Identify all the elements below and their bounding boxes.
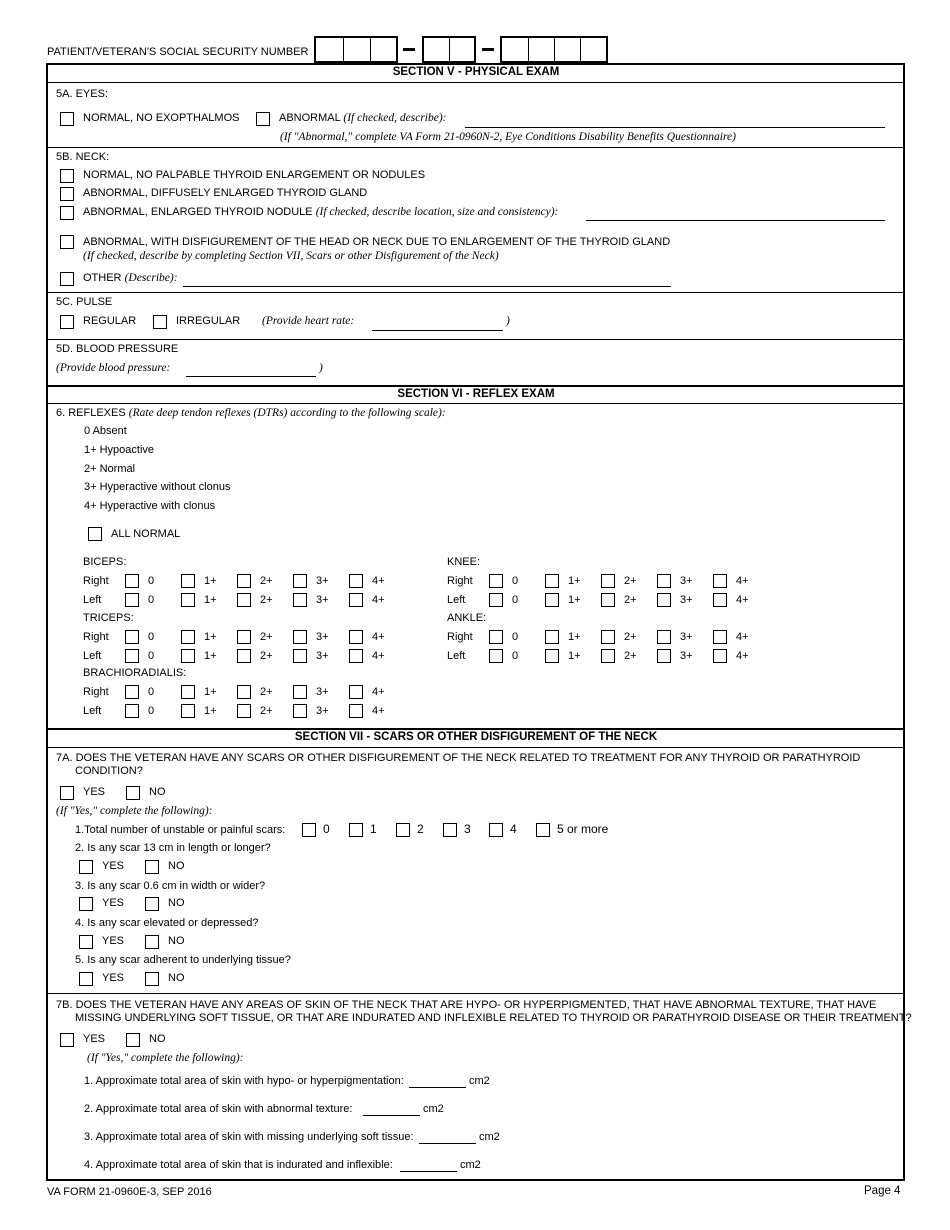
pulse-irregular-label: IRREGULAR (176, 315, 241, 327)
q7a-text-1: 7A. DOES THE VETERAN HAVE ANY SCARS OR OTHER DISFIGUREMENT OF THE NECK RELATED TO TREATMENT FOR ANY THYROID OR PARATHYROID (56, 752, 861, 764)
grade-label: 0 (148, 631, 155, 643)
ankle-left-grade-checkbox[interactable] (713, 649, 727, 663)
q7b-3-label: 3. Approximate total area of skin with missing underlying soft tissue: (84, 1131, 414, 1143)
neck-nodule-checkbox[interactable] (60, 206, 74, 220)
biceps-left-grade-checkbox[interactable] (293, 593, 307, 607)
q7a-3-no-label: NO (168, 897, 185, 909)
eyes-label: 5A. EYES: (56, 88, 108, 100)
neck-other-describe-line[interactable] (183, 286, 671, 287)
biceps-label: BICEPS: (83, 556, 127, 568)
grade-label: 0 (512, 631, 519, 643)
q7a-5-no-label: NO (168, 972, 185, 984)
knee-right-grade-checkbox[interactable] (545, 574, 559, 588)
form-id: VA FORM 21-0960E-3, SEP 2016 (47, 1186, 212, 1198)
grade-label: 4+ (372, 631, 385, 643)
grade-label: 4+ (372, 650, 385, 662)
triceps-left-grade-checkbox[interactable] (293, 649, 307, 663)
all-normal-checkbox[interactable] (88, 527, 102, 541)
neck-other-label: OTHER (Describe): (83, 272, 178, 284)
q7b-no-label: NO (149, 1033, 166, 1045)
ankle-left-grade-checkbox[interactable] (489, 649, 503, 663)
grade-label: 0 (148, 594, 155, 606)
grade-label: 2+ (260, 705, 273, 717)
grade-label: 4+ (372, 705, 385, 717)
q7a-text-2: CONDITION? (75, 765, 143, 777)
grade-label: 0 (148, 686, 155, 698)
q7a-5-no-checkbox[interactable] (145, 972, 159, 986)
ankle-right-grade-checkbox[interactable] (545, 630, 559, 644)
grade-label: 0 (512, 594, 519, 606)
q7b-2-label: 2. Approximate total area of skin with abnormal texture: (84, 1103, 353, 1115)
grade-label: 4+ (736, 650, 749, 662)
scar-count-label: 3 (464, 822, 471, 836)
grade-label: 3+ (680, 631, 693, 643)
grade-label: 3+ (316, 705, 329, 717)
triceps-left-grade-checkbox[interactable] (349, 649, 363, 663)
brachioradialis-right-grade-checkbox[interactable] (181, 685, 195, 699)
grade-label: 0 (148, 575, 155, 587)
scale-item: 4+ Hyperactive with clonus (84, 500, 216, 512)
triceps-left-grade-checkbox[interactable] (125, 649, 139, 663)
q7b-2-area-line[interactable] (363, 1115, 420, 1116)
grade-label: 3+ (680, 575, 693, 587)
grade-label: 4+ (372, 594, 385, 606)
q7a-no-checkbox[interactable] (126, 786, 140, 800)
section-vi-title: SECTION VI - REFLEX EXAM (397, 388, 555, 400)
neck-label: 5B. NECK: (56, 151, 110, 163)
ssn-label: PATIENT/VETERAN'S SOCIAL SECURITY NUMBER (47, 46, 309, 58)
scale-item: 1+ Hypoactive (84, 444, 155, 456)
ankle-left-grade-checkbox[interactable] (545, 649, 559, 663)
grade-label: 2+ (624, 575, 637, 587)
brachioradialis-left-grade-checkbox[interactable] (349, 704, 363, 718)
q7b-if-yes: (If "Yes," complete the following): (87, 1052, 244, 1064)
biceps-left-grade-checkbox[interactable] (125, 593, 139, 607)
neck-normal-label: NORMAL, NO PALPABLE THYROID ENLARGEMENT OR NODULES (83, 169, 426, 181)
biceps-right-grade-checkbox[interactable] (181, 574, 195, 588)
bp-close: ) (319, 362, 323, 374)
grade-label: 1+ (568, 650, 581, 662)
scar-count-label: 0 (323, 822, 330, 836)
ankle-right-grade-checkbox[interactable] (657, 630, 671, 644)
q7b-3-unit: cm2 (479, 1131, 500, 1143)
q7a-no-label: NO (149, 786, 166, 798)
q7a-3-yes-label: YES (102, 897, 125, 909)
pulse-regular-checkbox[interactable] (60, 315, 74, 329)
q7b-text-1: 7B. DOES THE VETERAN HAVE ANY AREAS OF SKIN OF THE NECK THAT ARE HYPO- OR HYPERPIGMENTED, THAT HAVE ABNORMAL TEXTURE, THAT HAVE (56, 999, 877, 1011)
q7a-4-no-checkbox[interactable] (145, 935, 159, 949)
ssn-dash (482, 48, 494, 51)
grade-label: 0 (512, 575, 519, 587)
q7a-5-label: 5. Is any scar adherent to underlying tissue? (75, 954, 291, 966)
q7a-yes-checkbox[interactable] (60, 786, 74, 800)
neck-nodule-label: ABNORMAL, ENLARGED THYROID NODULE (If checked, describe location, size and consistency): (83, 206, 559, 218)
grade-label: 2+ (624, 594, 637, 606)
biceps-right-grade-checkbox[interactable] (125, 574, 139, 588)
q7a-3-yes-checkbox[interactable] (79, 897, 93, 911)
grade-label: 3+ (316, 594, 329, 606)
biceps-left-grade-checkbox[interactable] (237, 593, 251, 607)
triceps-right-grade-checkbox[interactable] (181, 630, 195, 644)
grade-label: 1+ (204, 686, 217, 698)
knee-left-label: Left (447, 594, 466, 606)
pulse-rate-close: ) (506, 315, 510, 327)
knee-left-grade-checkbox[interactable] (489, 593, 503, 607)
knee-left-grade-checkbox[interactable] (657, 593, 671, 607)
grade-label: 3+ (316, 686, 329, 698)
scar-count-checkbox[interactable] (489, 823, 503, 837)
grade-label: 4+ (736, 575, 749, 587)
q7b-1-unit: cm2 (469, 1075, 490, 1087)
pulse-irregular-checkbox[interactable] (153, 315, 167, 329)
eyes-normal-checkbox[interactable] (60, 112, 74, 126)
neck-disfigurement-checkbox[interactable] (60, 235, 74, 249)
brachioradialis-left-grade-checkbox[interactable] (237, 704, 251, 718)
biceps-left-grade-checkbox[interactable] (349, 593, 363, 607)
biceps-right-grade-checkbox[interactable] (293, 574, 307, 588)
brachioradialis-left-grade-checkbox[interactable] (125, 704, 139, 718)
scale-item: 2+ Normal (84, 463, 136, 475)
triceps-right-grade-checkbox[interactable] (125, 630, 139, 644)
q7a-2-yes-label: YES (102, 860, 125, 872)
scar-count-checkbox[interactable] (396, 823, 410, 837)
triceps-left-grade-checkbox[interactable] (237, 649, 251, 663)
grade-label: 2+ (260, 575, 273, 587)
neck-nodule-describe-line[interactable] (586, 220, 885, 221)
scar-count-checkbox[interactable] (302, 823, 316, 837)
q7a-3-no-checkbox[interactable] (145, 897, 159, 911)
eyes-abnormal-describe-line[interactable] (465, 127, 885, 128)
triceps-right-grade-checkbox[interactable] (349, 630, 363, 644)
brachioradialis-right-label: Right (83, 686, 109, 698)
grade-label: 4+ (736, 631, 749, 643)
q7b-4-unit: cm2 (460, 1159, 481, 1171)
knee-right-grade-checkbox[interactable] (601, 574, 615, 588)
grade-label: 2+ (260, 686, 273, 698)
brachioradialis-right-grade-checkbox[interactable] (125, 685, 139, 699)
triceps-left-grade-checkbox[interactable] (181, 649, 195, 663)
grade-label: 2+ (260, 631, 273, 643)
neck-diffuse-checkbox[interactable] (60, 187, 74, 201)
q7b-2-unit: cm2 (423, 1103, 444, 1115)
q7a-5-yes-checkbox[interactable] (79, 972, 93, 986)
reflexes-label: 6. REFLEXES (Rate deep tendon reflexes (DTRs) according to the following scale): (56, 407, 446, 419)
grade-label: 1+ (568, 594, 581, 606)
all-normal-label: ALL NORMAL (111, 528, 181, 540)
scar-count-label: 5 or more (557, 822, 609, 836)
q7a-4-label: 4. Is any scar elevated or depressed? (75, 917, 259, 929)
q7b-1-label: 1. Approximate total area of skin with hypo- or hyperpigmentation: (84, 1075, 404, 1087)
q7b-text-2: MISSING UNDERLYING SOFT TISSUE, OR THAT ARE INDURATED AND INFLEXIBLE RELATED TO THYROID OR PARATHYROID DISEASE OR THEIR TREATMENT? (75, 1012, 912, 1024)
triceps-left-label: Left (83, 650, 102, 662)
biceps-left-label: Left (83, 594, 102, 606)
ankle-left-label: Left (447, 650, 466, 662)
ssn-field-area[interactable] (314, 36, 398, 63)
pulse-rate-hint: (Provide heart rate: (262, 315, 355, 327)
ssn-field-group[interactable] (422, 36, 476, 63)
brachioradialis-left-label: Left (83, 705, 102, 717)
knee-right-grade-checkbox[interactable] (489, 574, 503, 588)
grade-label: 1+ (568, 575, 581, 587)
q7b-yes-label: YES (83, 1033, 106, 1045)
ankle-right-label: Right (447, 631, 473, 643)
brachioradialis-label: BRACHIORADIALIS: (83, 667, 187, 679)
scar-count-checkbox[interactable] (349, 823, 363, 837)
q7a-if-yes: (If "Yes," complete the following): (56, 805, 213, 817)
grade-label: 0 (148, 650, 155, 662)
ankle-right-grade-checkbox[interactable] (489, 630, 503, 644)
eyes-note: (If "Abnormal," complete VA Form 21-0960N-2, Eye Conditions Disability Benefits Questionnaire) (280, 131, 736, 143)
knee-left-grade-checkbox[interactable] (601, 593, 615, 607)
biceps-right-grade-checkbox[interactable] (349, 574, 363, 588)
scar-count-label: 1 (370, 822, 377, 836)
section-v-title: SECTION V - PHYSICAL EXAM (392, 66, 560, 78)
q7b-no-checkbox[interactable] (126, 1033, 140, 1047)
scar-count-label: 2 (417, 822, 424, 836)
biceps-right-label: Right (83, 575, 109, 587)
q7b-1-area-line[interactable] (409, 1087, 466, 1088)
scar-count-checkbox[interactable] (443, 823, 457, 837)
neck-normal-checkbox[interactable] (60, 169, 74, 183)
triceps-right-label: Right (83, 631, 109, 643)
grade-label: 1+ (204, 631, 217, 643)
scar-count-checkbox[interactable] (536, 823, 550, 837)
eyes-normal-label: NORMAL, NO EXOPTHALMOS (83, 112, 240, 124)
page-number: Page 4 (864, 1185, 901, 1197)
ankle-left-grade-checkbox[interactable] (601, 649, 615, 663)
grade-label: 1+ (204, 705, 217, 717)
q7b-3-area-line[interactable] (419, 1143, 476, 1144)
grade-label: 3+ (680, 650, 693, 662)
q7a-yes-label: YES (83, 786, 106, 798)
ankle-right-grade-checkbox[interactable] (601, 630, 615, 644)
knee-label: KNEE: (447, 556, 481, 568)
grade-label: 2+ (624, 650, 637, 662)
triceps-right-grade-checkbox[interactable] (293, 630, 307, 644)
grade-label: 0 (512, 650, 519, 662)
q7a-5-yes-label: YES (102, 972, 125, 984)
blood-pressure-line[interactable] (186, 376, 316, 377)
q7a-2-no-label: NO (168, 860, 185, 872)
grade-label: 1+ (204, 650, 217, 662)
grade-label: 2+ (624, 631, 637, 643)
scar-count-label: 4 (510, 822, 517, 836)
q7a-2-label: 2. Is any scar 13 cm in length or longer? (75, 842, 271, 854)
triceps-label: TRICEPS: (83, 612, 134, 624)
brachioradialis-right-grade-checkbox[interactable] (237, 685, 251, 699)
grade-label: 0 (148, 705, 155, 717)
q7a-2-no-checkbox[interactable] (145, 860, 159, 874)
knee-left-grade-checkbox[interactable] (545, 593, 559, 607)
eyes-abnormal-checkbox[interactable] (256, 112, 270, 126)
grade-label: 1+ (204, 575, 217, 587)
q7a-4-yes-checkbox[interactable] (79, 935, 93, 949)
grade-label: 4+ (372, 575, 385, 587)
ssn-dash (403, 48, 415, 51)
neck-diffuse-label: ABNORMAL, DIFFUSELY ENLARGED THYROID GLAND (83, 187, 368, 199)
grade-label: 3+ (316, 575, 329, 587)
brachioradialis-left-grade-checkbox[interactable] (293, 704, 307, 718)
neck-other-checkbox[interactable] (60, 272, 74, 286)
biceps-left-grade-checkbox[interactable] (181, 593, 195, 607)
neck-disfigurement-label: ABNORMAL, WITH DISFIGUREMENT OF THE HEAD OR NECK DUE TO ENLARGEMENT OF THE THYROID GLAND (83, 236, 671, 248)
biceps-right-grade-checkbox[interactable] (237, 574, 251, 588)
eyes-abnormal-label: ABNORMAL (If checked, describe): (279, 112, 447, 124)
grade-label: 1+ (568, 631, 581, 643)
grade-label: 4+ (372, 686, 385, 698)
pulse-regular-label: REGULAR (83, 315, 137, 327)
knee-left-grade-checkbox[interactable] (713, 593, 727, 607)
grade-label: 3+ (316, 631, 329, 643)
knee-right-grade-checkbox[interactable] (657, 574, 671, 588)
brachioradialis-right-grade-checkbox[interactable] (349, 685, 363, 699)
triceps-right-grade-checkbox[interactable] (237, 630, 251, 644)
neck-disfigurement-hint: (If checked, describe by completing Section VII, Scars or other Disfigurement of the Neck) (83, 250, 499, 262)
brachioradialis-right-grade-checkbox[interactable] (293, 685, 307, 699)
scale-item: 3+ Hyperactive without clonus (84, 481, 231, 493)
q7a-3-label: 3. Is any scar 0.6 cm in width or wider? (75, 880, 266, 892)
brachioradialis-left-grade-checkbox[interactable] (181, 704, 195, 718)
grade-label: 2+ (260, 650, 273, 662)
ankle-label: ANKLE: (447, 612, 487, 624)
grade-label: 3+ (316, 650, 329, 662)
ssn-field-serial[interactable] (500, 36, 608, 63)
scale-item: 0 Absent (84, 425, 127, 437)
knee-right-label: Right (447, 575, 473, 587)
bp-label: 5D. BLOOD PRESSURE (56, 343, 179, 355)
pulse-label: 5C. PULSE (56, 296, 113, 308)
q7a-2-yes-checkbox[interactable] (79, 860, 93, 874)
q7b-4-area-line[interactable] (400, 1171, 457, 1172)
grade-label: 2+ (260, 594, 273, 606)
grade-label: 1+ (204, 594, 217, 606)
q7a-4-no-label: NO (168, 935, 185, 947)
grade-label: 4+ (736, 594, 749, 606)
ankle-right-grade-checkbox[interactable] (713, 630, 727, 644)
q7b-yes-checkbox[interactable] (60, 1033, 74, 1047)
ankle-left-grade-checkbox[interactable] (657, 649, 671, 663)
q7a-4-yes-label: YES (102, 935, 125, 947)
knee-right-grade-checkbox[interactable] (713, 574, 727, 588)
heart-rate-line[interactable] (372, 330, 503, 331)
q7b-4-label: 4. Approximate total area of skin that is indurated and inflexible: (84, 1159, 393, 1171)
q7a-1-label: 1.Total number of unstable or painful scars: (75, 824, 286, 836)
grade-label: 3+ (680, 594, 693, 606)
section-vii-title: SECTION VII - SCARS OR OTHER DISFIGUREMENT OF THE NECK (294, 731, 658, 743)
bp-hint: (Provide blood pressure: (56, 362, 171, 374)
